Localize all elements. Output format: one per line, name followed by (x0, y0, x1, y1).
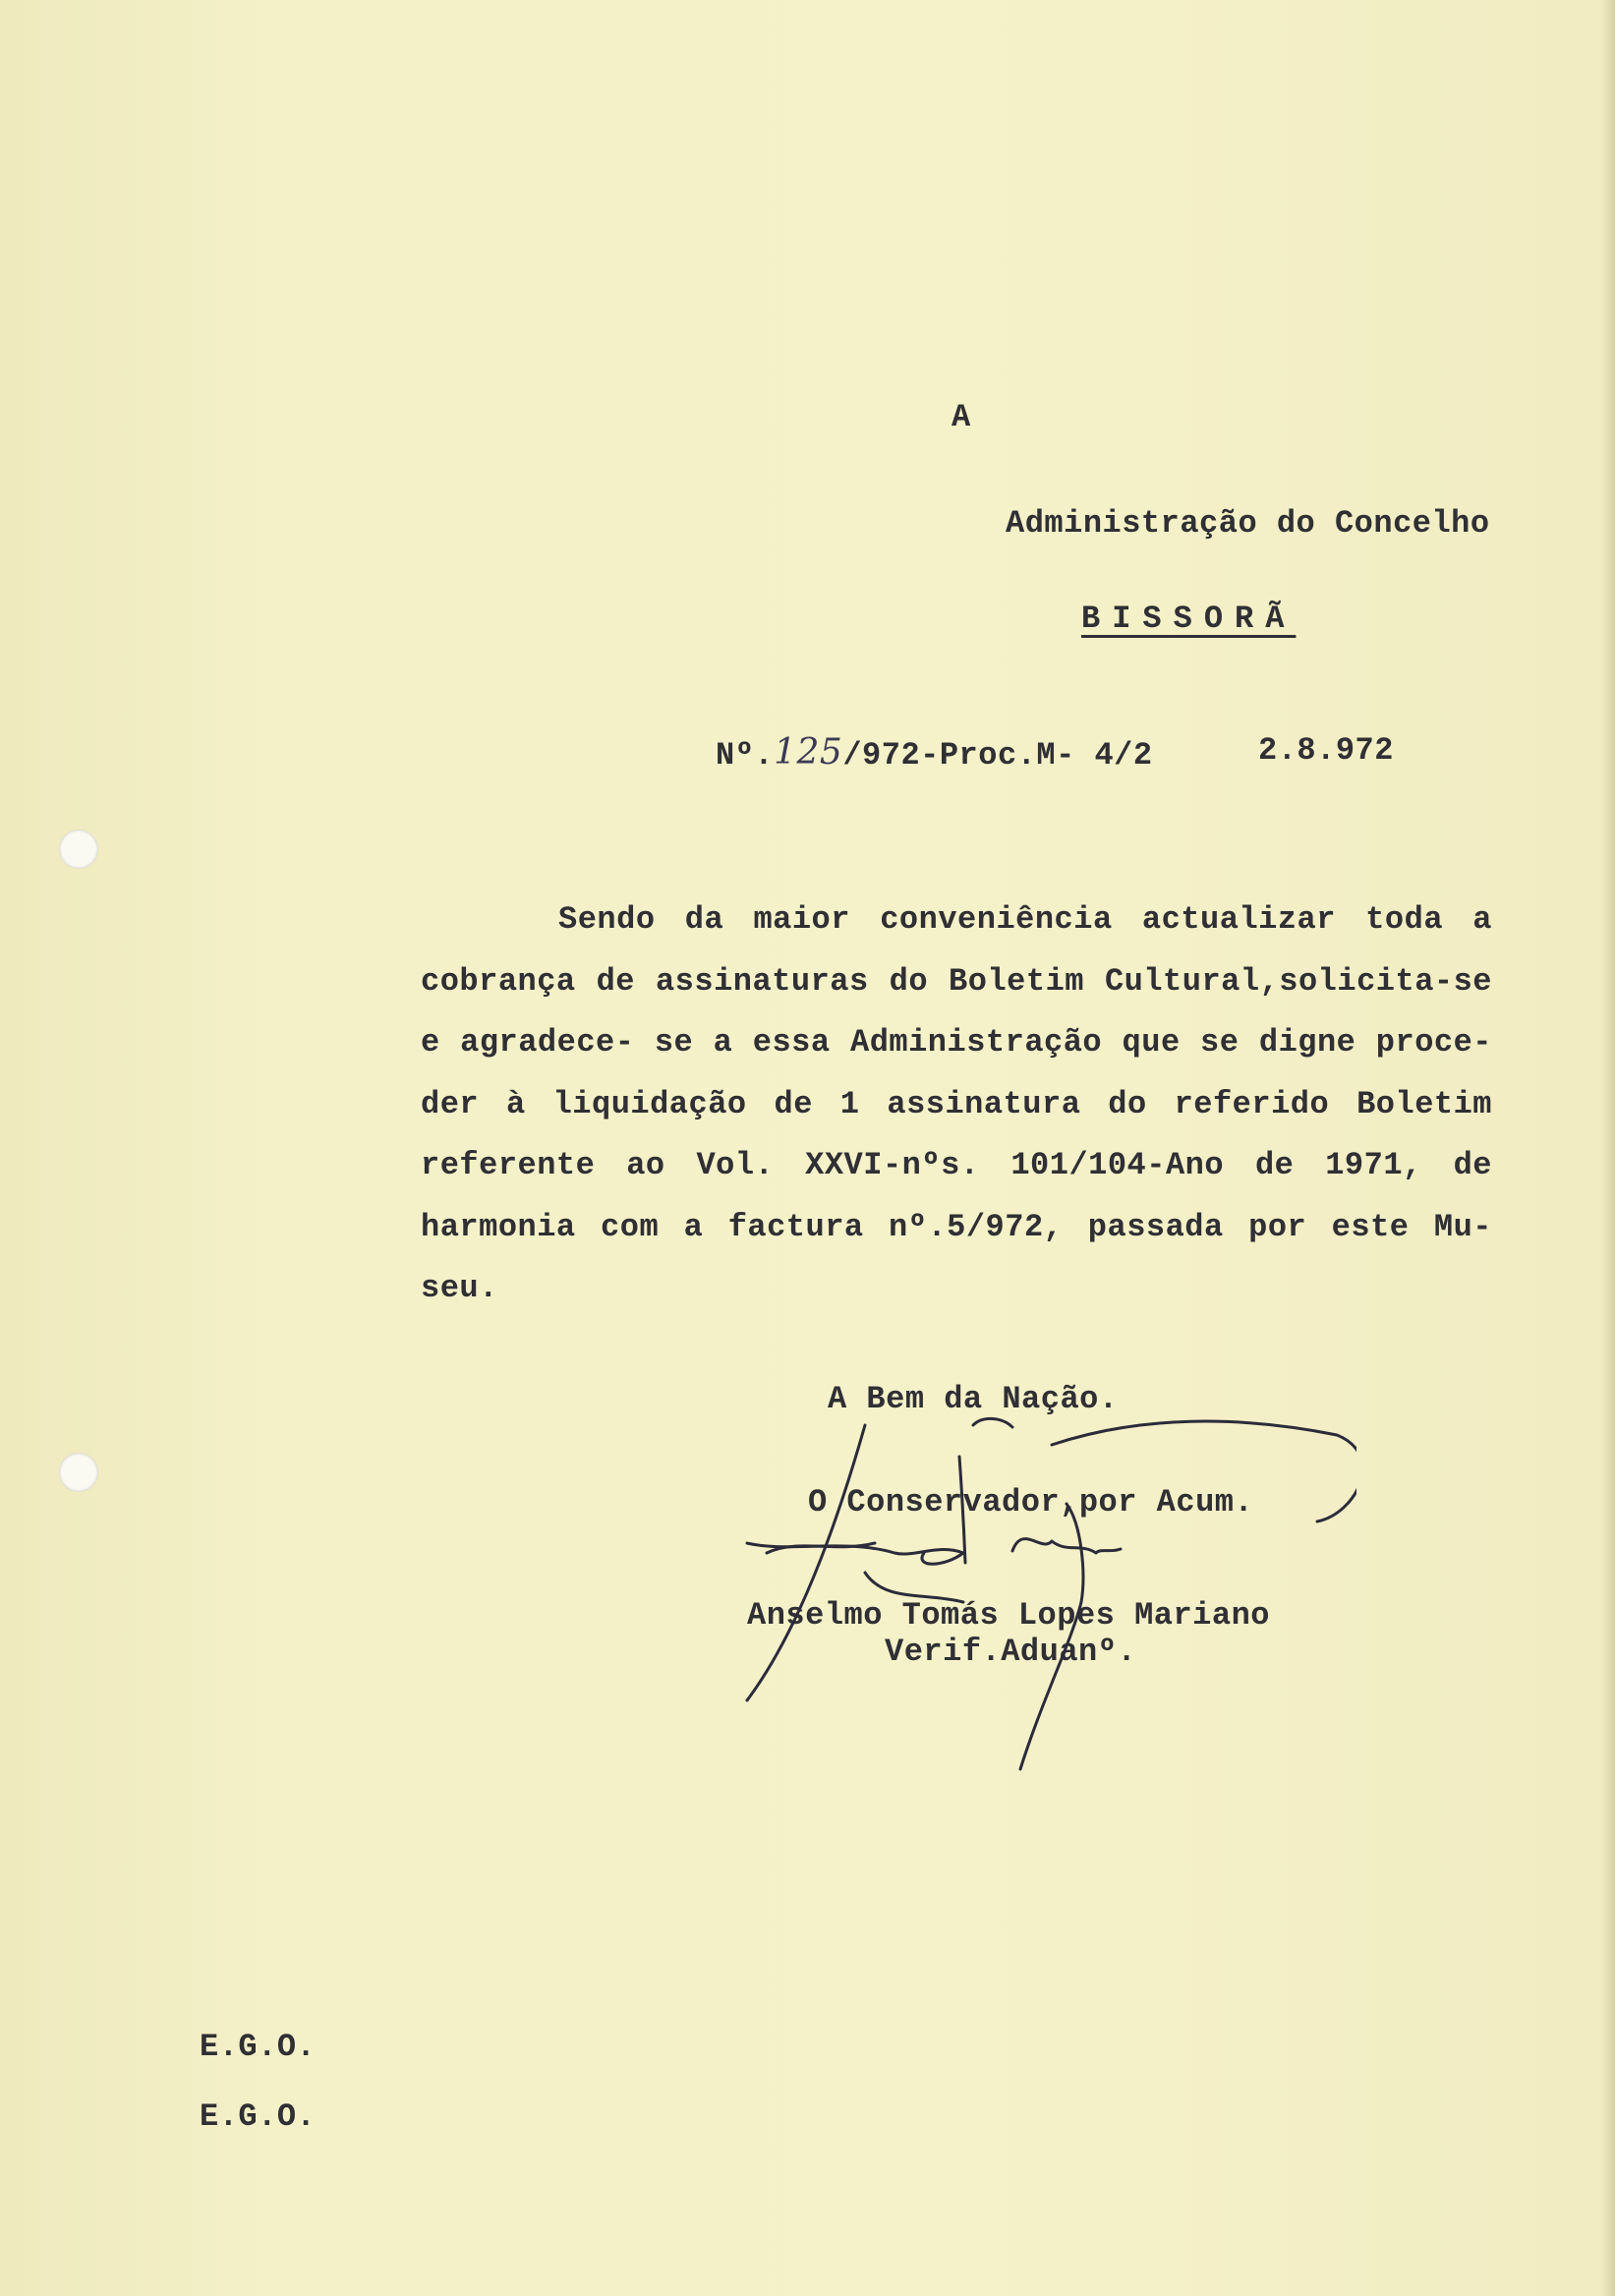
addressee-prefix: A (952, 399, 971, 435)
punch-hole-top (59, 830, 98, 869)
reference-prefix: Nº. (716, 737, 775, 774)
body-line: e agradece- se a essa Administração que se digne proce- (421, 1024, 1492, 1061)
body-line: referente ao Vol. XXVI-nºs. 101/104-Ano de 1971, de (421, 1147, 1492, 1183)
closing-salutation: A Bem da Nação. (828, 1381, 1119, 1417)
body-line: cobrança de assinaturas do Boletim Cultural,solicita-se (421, 962, 1492, 1000)
body-line: harmonia com a factura nº.5/972, passada por este Mu- (421, 1208, 1492, 1245)
reference-suffix: /972-Proc.M- 4/2 (842, 737, 1153, 774)
punch-hole-bottom (59, 1453, 98, 1492)
body-line: Sendo da maior conveniência actualizar toda a (558, 901, 1492, 938)
paper-edge-shadow (1601, 0, 1615, 2296)
letter-body (421, 890, 1492, 1320)
reference-number (716, 732, 1153, 774)
initials-line-2: E.G.O. (200, 2098, 317, 2135)
signer-title: Verif.Aduanº. (885, 1634, 1137, 1670)
body-line: der à liquidação de 1 assinatura do referido Boletim (421, 1085, 1492, 1122)
body-line: seu. (421, 1270, 498, 1306)
addressee-name: Administração do Concelho (1006, 505, 1490, 542)
document-date: 2.8.972 (1258, 732, 1394, 769)
handwritten-signature (727, 1406, 1356, 1789)
addressee-town: BISSORÃ (1081, 601, 1297, 637)
initials-line-1: E.G.O. (200, 2029, 317, 2065)
signer-name: Anselmo Tomás Lopes Mariano (747, 1597, 1270, 1634)
signer-role: O Conservador,por Acum. (808, 1484, 1254, 1521)
reference-handwritten-number: 125 (774, 732, 843, 773)
